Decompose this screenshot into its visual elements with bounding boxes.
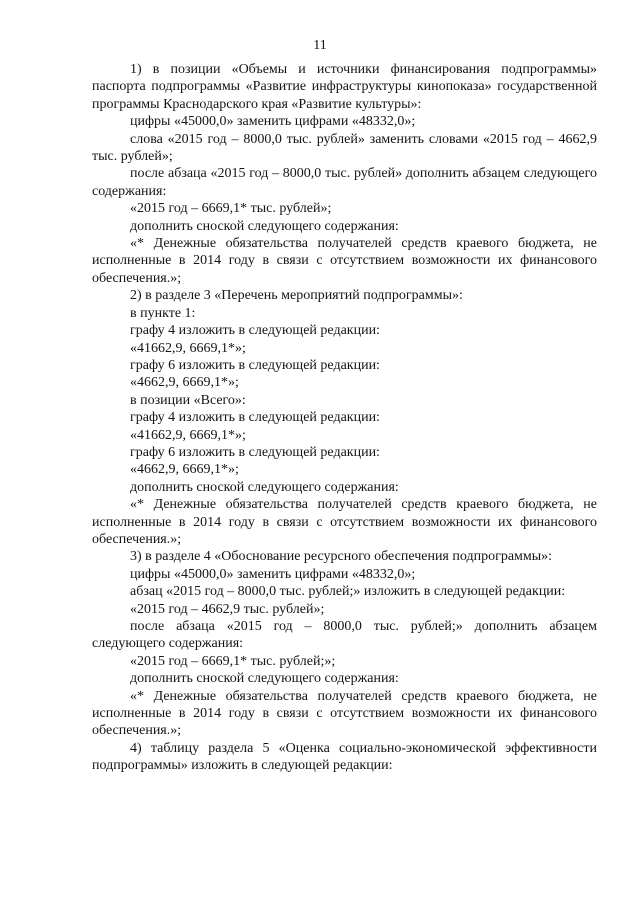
paragraph-17: графу 6 изложить в следующей редакции: (130, 444, 380, 460)
paragraph-15: графу 4 изложить в следующей редакции: (130, 410, 380, 426)
paragraph-4: после абзаца «2015 год – 8000,0 тыс. рублей» дополнить абзацем следующего содержания: (92, 166, 597, 199)
paragraph-9: в пункте 1: (130, 305, 196, 321)
page-number: 11 (313, 38, 327, 53)
paragraph-7: «* Денежные обязательства получателей средств краевого бюджета, не исполненные в 2014 году в связи с отсутствием возможности их финансового обеспечения.»; (92, 236, 597, 286)
paragraph-23: абзац «2015 год – 8000,0 тыс. рублей;» изложить в следующей редакции: (130, 584, 566, 600)
paragraph-3: слова «2015 год – 8000,0 тыс. рублей» заменить словами «2015 год – 4662,9 тыс. рублей»; (92, 131, 597, 165)
paragraph-25: после абзаца «2015 год – 8000,0 тыс. рублей;» дополнить абзацем следующего содержания: (92, 619, 597, 652)
paragraph-26: «2015 год – 6669,1* тыс. рублей;»; (130, 653, 336, 669)
paragraph-19: дополнить сноской следующего содержания: (130, 479, 399, 495)
paragraph-13: «4662,9, 6669,1*»; (130, 375, 239, 391)
paragraph-16: «41662,9, 6669,1*»; (130, 427, 246, 443)
paragraph-18: «4662,9, 6669,1*»; (130, 462, 239, 478)
paragraph-22: цифры «45000,0» заменить цифрами «48332,0»; (130, 566, 416, 582)
paragraph-24: «2015 год – 4662,9 тыс. рублей»; (130, 601, 325, 617)
paragraph-12: графу 6 изложить в следующей редакции: (130, 357, 380, 373)
paragraph-10: графу 4 изложить в следующей редакции: (130, 323, 380, 339)
paragraph-6: дополнить сноской следующего содержания: (130, 218, 399, 234)
paragraph-20: «* Денежные обязательства получателей средств краевого бюджета, не исполненные в 2014 году в связи с отсутствием возможности их финансового обеспечения.»; (92, 497, 597, 547)
paragraph-29: 4) таблицу раздела 5 «Оценка социально-экономической эффективности подпрограммы» изложить в следующей редакции: (92, 740, 597, 774)
document-body (92, 61, 597, 775)
paragraph-8: 2) в разделе 3 «Перечень мероприятий подпрограммы»: (130, 288, 463, 304)
paragraph-2: цифры «45000,0» заменить цифрами «48332,0»; (130, 114, 416, 130)
paragraph-1: 1) в позиции «Объемы и источники финансирования подпрограммы» паспорта подпрограммы «Развитие инфраструктуры кинопоказа» государственной программы Краснодарского края «Развитие культуры»: (92, 62, 597, 112)
paragraph-27: дополнить сноской следующего содержания: (130, 671, 399, 687)
paragraph-11: «41662,9, 6669,1*»; (130, 340, 246, 356)
paragraph-5: «2015 год – 6669,1* тыс. рублей»; (130, 201, 332, 217)
paragraph-14: в позиции «Всего»: (130, 392, 246, 408)
paragraph-28: «* Денежные обязательства получателей средств краевого бюджета, не исполненные в 2014 году в связи с отсутствием возможности их финансового обеспечения.»; (92, 688, 597, 739)
paragraph-21: 3) в разделе 4 «Обоснование ресурсного обеспечения подпрограммы»: (130, 549, 553, 565)
